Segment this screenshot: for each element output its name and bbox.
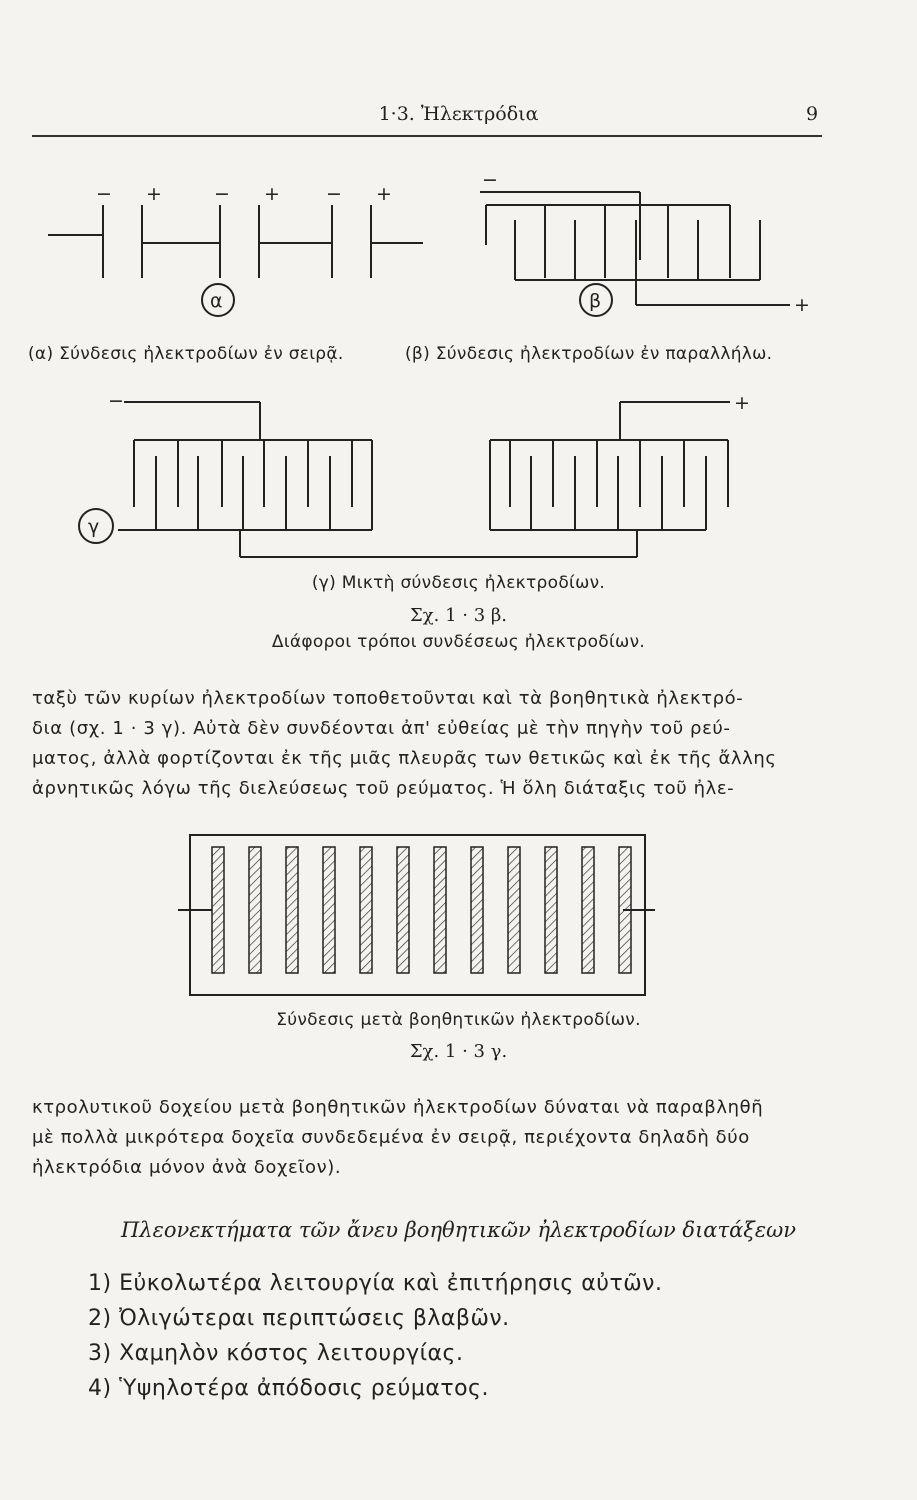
caption-auxiliary: Σύνδεσις μετὰ βοηθητικῶν ἠλεκτροδίων. — [276, 1010, 641, 1030]
minus-label: − — [108, 390, 124, 412]
minus-label: − — [482, 169, 498, 191]
figure-number: Σχ. 1 · 3 γ. — [409, 1041, 508, 1062]
electrode-plate — [249, 847, 261, 973]
text-line: ταξὺ τῶν κυρίων ἠλεκτροδίων τοποθετοῦνται καὶ τὰ βοηθητικὰ ἠλεκτρό- — [32, 688, 744, 709]
list-item: 4) Ὑψηλοτέρα ἀπόδοσις ρεύματος. — [88, 1376, 489, 1401]
electrode-plate — [397, 847, 409, 973]
text-line: ματος, ἀλλὰ φορτίζονται ἐκ τῆς μιᾶς πλευρᾶς των θετικῶς καὶ ἐκ τῆς ἄλλης — [32, 748, 777, 769]
text-line: ἠλεκτρόδια μόνον ἀνὰ δοχεῖον). — [32, 1157, 342, 1178]
polarity-label: + — [264, 183, 280, 205]
electrode-plate — [360, 847, 372, 973]
figure-auxiliary-electrodes — [0, 830, 917, 1005]
figure-number: Σχ. 1 · 3 β. — [410, 605, 507, 626]
plus-label: + — [734, 392, 750, 414]
electrode-plate — [212, 847, 224, 973]
electrode-plate — [545, 847, 557, 973]
label-gamma: γ — [88, 516, 100, 538]
electrode-plate — [471, 847, 483, 973]
list-item: 1) Εὐκολωτέρα λειτουργία καὶ ἐπιτήρησις αὐτῶν. — [88, 1271, 663, 1296]
paragraph — [32, 684, 832, 804]
list-item: 2) Ὀλιγώτεραι περιπτώσεις βλαβῶν. — [88, 1306, 510, 1331]
polarity-label: + — [376, 183, 392, 205]
polarity-label: − — [326, 183, 342, 205]
text-line: δια (σχ. 1 · 3 γ). Αὐτὰ δὲν συνδέονται ἀπ' εὐθείας μὲ τὴν πηγὴν τοῦ ρεύ- — [32, 718, 731, 739]
polarity-label: − — [96, 183, 112, 205]
electrode-plate — [508, 847, 520, 973]
figure-subcaption: Διάφοροι τρόποι συνδέσεως ἠλεκτροδίων. — [271, 632, 646, 652]
caption-beta: (β) Σύνδεσις ἠλεκτροδίων ἐν παραλλήλω. — [405, 344, 773, 364]
electrode-plate — [323, 847, 335, 973]
polarity-label: − — [214, 183, 230, 205]
electrode-plate — [582, 847, 594, 973]
page-header-title: 1·3. Ἠλεκτρόδια — [378, 103, 539, 125]
figure-mixed-connection — [0, 380, 917, 600]
paragraph — [32, 1093, 832, 1183]
label-alpha: α — [210, 290, 223, 312]
plus-label: + — [794, 294, 810, 316]
electrode-plate — [286, 847, 298, 973]
text-line: μὲ πολλὰ μικρότερα δοχεῖα συνδεδεμένα ἐν σειρᾷ, περιέχοντα δηλαδὴ δύο — [32, 1127, 750, 1148]
figure-series-parallel — [0, 0, 917, 340]
page-number: 9 — [806, 103, 819, 125]
label-beta: β — [589, 290, 602, 312]
text-line: ἀρνητικῶς λόγω τῆς διελεύσεως τοῦ ρεύματος. Ἡ ὅλη διάταξις τοῦ ἠλε- — [32, 778, 735, 799]
caption-alpha: (α) Σύνδεσις ἠλεκτροδίων ἐν σειρᾷ. — [28, 344, 344, 364]
caption-gamma: (γ) Μικτὴ σύνδεσις ἠλεκτροδίων. — [311, 573, 606, 593]
list-item: 3) Χαμηλὸν κόστος λειτουργίας. — [88, 1341, 464, 1366]
section-heading: Πλεονεκτήματα τῶν ἄνευ βοηθητικῶν ἠλεκτροδίων διατάξεων — [120, 1218, 797, 1242]
polarity-label: + — [146, 183, 162, 205]
text-line: κτρολυτικοῦ δοχείου μετὰ βοηθητικῶν ἠλεκτροδίων δύναται νὰ παραβληθῆ — [32, 1097, 764, 1118]
electrode-plate — [434, 847, 446, 973]
advantages-list — [88, 1266, 662, 1406]
